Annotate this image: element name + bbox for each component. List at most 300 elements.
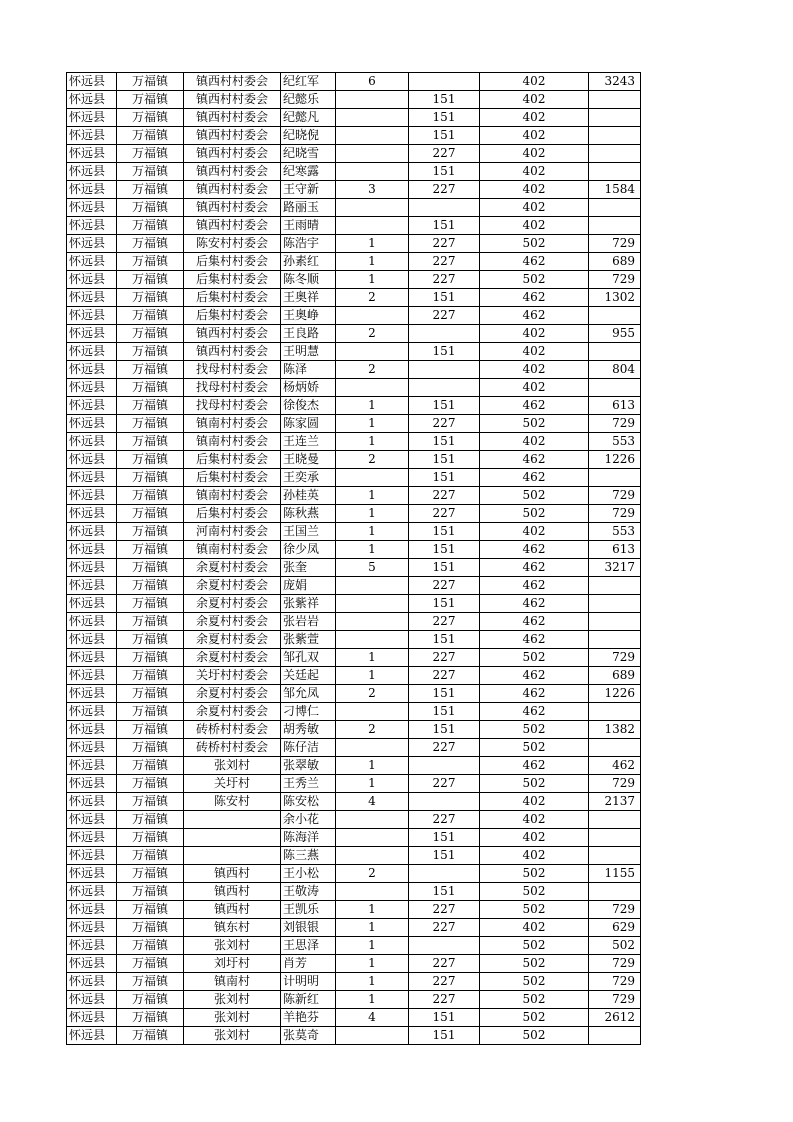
name-cell: 关廷起 bbox=[281, 667, 336, 685]
total-cell bbox=[589, 163, 641, 181]
count-cell bbox=[336, 109, 409, 127]
amount-a-cell: 151 bbox=[409, 469, 480, 487]
county-cell: 怀远县 bbox=[67, 433, 117, 451]
amount-a-cell bbox=[409, 937, 480, 955]
amount-b-cell: 402 bbox=[480, 343, 589, 361]
village-cell: 找母村村委会 bbox=[184, 361, 281, 379]
table-row bbox=[67, 649, 641, 667]
count-cell bbox=[336, 829, 409, 847]
town-cell: 万福镇 bbox=[117, 451, 184, 469]
name-cell: 王雨晴 bbox=[281, 217, 336, 235]
county-cell: 怀远县 bbox=[67, 685, 117, 703]
amount-a-cell: 151 bbox=[409, 397, 480, 415]
amount-b-cell: 402 bbox=[480, 919, 589, 937]
count-cell: 1 bbox=[336, 433, 409, 451]
count-cell: 1 bbox=[336, 991, 409, 1009]
name-cell: 陈三燕 bbox=[281, 847, 336, 865]
amount-a-cell: 151 bbox=[409, 127, 480, 145]
amount-b-cell: 402 bbox=[480, 109, 589, 127]
village-cell bbox=[184, 811, 281, 829]
amount-b-cell: 462 bbox=[480, 595, 589, 613]
town-cell: 万福镇 bbox=[117, 253, 184, 271]
total-cell: 629 bbox=[589, 919, 641, 937]
count-cell: 2 bbox=[336, 361, 409, 379]
count-cell: 2 bbox=[336, 721, 409, 739]
amount-b-cell: 502 bbox=[480, 739, 589, 757]
name-cell: 王秀兰 bbox=[281, 775, 336, 793]
town-cell: 万福镇 bbox=[117, 91, 184, 109]
total-cell bbox=[589, 343, 641, 361]
total-cell bbox=[589, 883, 641, 901]
name-cell: 纪晓雪 bbox=[281, 145, 336, 163]
town-cell: 万福镇 bbox=[117, 991, 184, 1009]
amount-b-cell: 462 bbox=[480, 469, 589, 487]
town-cell: 万福镇 bbox=[117, 811, 184, 829]
amount-a-cell: 151 bbox=[409, 595, 480, 613]
town-cell: 万福镇 bbox=[117, 415, 184, 433]
amount-a-cell: 151 bbox=[409, 433, 480, 451]
village-cell: 镇西村村委会 bbox=[184, 217, 281, 235]
amount-b-cell: 502 bbox=[480, 883, 589, 901]
county-cell: 怀远县 bbox=[67, 343, 117, 361]
town-cell: 万福镇 bbox=[117, 613, 184, 631]
total-cell: 553 bbox=[589, 433, 641, 451]
table-row bbox=[67, 955, 641, 973]
amount-a-cell bbox=[409, 73, 480, 91]
amount-b-cell: 502 bbox=[480, 901, 589, 919]
total-cell: 729 bbox=[589, 649, 641, 667]
town-cell: 万福镇 bbox=[117, 973, 184, 991]
total-cell bbox=[589, 577, 641, 595]
county-cell: 怀远县 bbox=[67, 901, 117, 919]
town-cell: 万福镇 bbox=[117, 307, 184, 325]
village-cell: 镇西村 bbox=[184, 883, 281, 901]
count-cell bbox=[336, 847, 409, 865]
county-cell: 怀远县 bbox=[67, 631, 117, 649]
table-row bbox=[67, 433, 641, 451]
village-cell: 余夏村村委会 bbox=[184, 577, 281, 595]
name-cell: 路丽玉 bbox=[281, 199, 336, 217]
table-row bbox=[67, 487, 641, 505]
amount-b-cell: 502 bbox=[480, 1027, 589, 1045]
amount-b-cell: 502 bbox=[480, 649, 589, 667]
county-cell: 怀远县 bbox=[67, 181, 117, 199]
total-cell bbox=[589, 829, 641, 847]
county-cell: 怀远县 bbox=[67, 541, 117, 559]
total-cell bbox=[589, 217, 641, 235]
name-cell: 王奥峥 bbox=[281, 307, 336, 325]
town-cell: 万福镇 bbox=[117, 1027, 184, 1045]
county-cell: 怀远县 bbox=[67, 649, 117, 667]
name-cell: 陈新红 bbox=[281, 991, 336, 1009]
name-cell: 张奎 bbox=[281, 559, 336, 577]
town-cell: 万福镇 bbox=[117, 325, 184, 343]
count-cell bbox=[336, 307, 409, 325]
table-row bbox=[67, 181, 641, 199]
amount-b-cell: 402 bbox=[480, 829, 589, 847]
town-cell: 万福镇 bbox=[117, 379, 184, 397]
table-row bbox=[67, 415, 641, 433]
amount-a-cell: 151 bbox=[409, 703, 480, 721]
total-cell: 804 bbox=[589, 361, 641, 379]
amount-a-cell: 151 bbox=[409, 559, 480, 577]
amount-b-cell: 402 bbox=[480, 811, 589, 829]
amount-b-cell: 502 bbox=[480, 487, 589, 505]
village-cell: 张刘村 bbox=[184, 937, 281, 955]
name-cell: 张莫奇 bbox=[281, 1027, 336, 1045]
town-cell: 万福镇 bbox=[117, 631, 184, 649]
table-row bbox=[67, 919, 641, 937]
count-cell: 1 bbox=[336, 973, 409, 991]
village-cell: 镇西村村委会 bbox=[184, 199, 281, 217]
town-cell: 万福镇 bbox=[117, 721, 184, 739]
village-cell: 张刘村 bbox=[184, 1027, 281, 1045]
count-cell: 1 bbox=[336, 415, 409, 433]
town-cell: 万福镇 bbox=[117, 865, 184, 883]
table-row bbox=[67, 343, 641, 361]
county-cell: 怀远县 bbox=[67, 991, 117, 1009]
amount-b-cell: 402 bbox=[480, 73, 589, 91]
amount-a-cell bbox=[409, 199, 480, 217]
village-cell: 镇西村村委会 bbox=[184, 145, 281, 163]
total-cell: 1155 bbox=[589, 865, 641, 883]
name-cell: 张紫萱 bbox=[281, 631, 336, 649]
county-cell: 怀远县 bbox=[67, 1027, 117, 1045]
town-cell: 万福镇 bbox=[117, 217, 184, 235]
table-row bbox=[67, 1009, 641, 1027]
table-row bbox=[67, 469, 641, 487]
village-cell: 余夏村村委会 bbox=[184, 649, 281, 667]
total-cell: 553 bbox=[589, 523, 641, 541]
table-row bbox=[67, 991, 641, 1009]
amount-a-cell: 151 bbox=[409, 217, 480, 235]
town-cell: 万福镇 bbox=[117, 145, 184, 163]
count-cell bbox=[336, 91, 409, 109]
county-cell: 怀远县 bbox=[67, 721, 117, 739]
amount-b-cell: 402 bbox=[480, 145, 589, 163]
town-cell: 万福镇 bbox=[117, 937, 184, 955]
table-row bbox=[67, 91, 641, 109]
count-cell bbox=[336, 163, 409, 181]
count-cell: 2 bbox=[336, 289, 409, 307]
village-cell: 张刘村 bbox=[184, 1009, 281, 1027]
amount-a-cell: 151 bbox=[409, 847, 480, 865]
village-cell: 砖桥村村委会 bbox=[184, 721, 281, 739]
amount-b-cell: 462 bbox=[480, 703, 589, 721]
table-row bbox=[67, 937, 641, 955]
town-cell: 万福镇 bbox=[117, 955, 184, 973]
village-cell: 镇西村村委会 bbox=[184, 91, 281, 109]
county-cell: 怀远县 bbox=[67, 613, 117, 631]
town-cell: 万福镇 bbox=[117, 649, 184, 667]
amount-a-cell: 227 bbox=[409, 487, 480, 505]
county-cell: 怀远县 bbox=[67, 127, 117, 145]
name-cell: 王守新 bbox=[281, 181, 336, 199]
village-cell: 余夏村村委会 bbox=[184, 703, 281, 721]
total-cell bbox=[589, 109, 641, 127]
total-cell: 729 bbox=[589, 991, 641, 1009]
amount-a-cell: 227 bbox=[409, 577, 480, 595]
county-cell: 怀远县 bbox=[67, 253, 117, 271]
total-cell bbox=[589, 379, 641, 397]
amount-a-cell: 227 bbox=[409, 811, 480, 829]
village-cell: 后集村村委会 bbox=[184, 307, 281, 325]
name-cell: 纪寒露 bbox=[281, 163, 336, 181]
town-cell: 万福镇 bbox=[117, 559, 184, 577]
total-cell bbox=[589, 847, 641, 865]
name-cell: 陈泽 bbox=[281, 361, 336, 379]
county-cell: 怀远县 bbox=[67, 847, 117, 865]
table-row bbox=[67, 829, 641, 847]
town-cell: 万福镇 bbox=[117, 523, 184, 541]
total-cell: 729 bbox=[589, 973, 641, 991]
county-cell: 怀远县 bbox=[67, 415, 117, 433]
table-row bbox=[67, 739, 641, 757]
name-cell: 徐少凤 bbox=[281, 541, 336, 559]
village-cell: 镇东村 bbox=[184, 919, 281, 937]
town-cell: 万福镇 bbox=[117, 343, 184, 361]
amount-b-cell: 502 bbox=[480, 937, 589, 955]
village-cell: 镇西村村委会 bbox=[184, 343, 281, 361]
county-cell: 怀远县 bbox=[67, 919, 117, 937]
name-cell: 王连兰 bbox=[281, 433, 336, 451]
count-cell: 1 bbox=[336, 667, 409, 685]
count-cell bbox=[336, 217, 409, 235]
total-cell: 3217 bbox=[589, 559, 641, 577]
village-cell: 镇南村村委会 bbox=[184, 541, 281, 559]
county-cell: 怀远县 bbox=[67, 145, 117, 163]
amount-b-cell: 502 bbox=[480, 991, 589, 1009]
amount-a-cell: 151 bbox=[409, 523, 480, 541]
town-cell: 万福镇 bbox=[117, 181, 184, 199]
name-cell: 王良路 bbox=[281, 325, 336, 343]
amount-a-cell: 151 bbox=[409, 541, 480, 559]
count-cell bbox=[336, 631, 409, 649]
count-cell: 1 bbox=[336, 505, 409, 523]
village-cell: 张刘村 bbox=[184, 991, 281, 1009]
count-cell: 1 bbox=[336, 487, 409, 505]
village-cell: 镇南村村委会 bbox=[184, 415, 281, 433]
name-cell: 王国兰 bbox=[281, 523, 336, 541]
table-row bbox=[67, 145, 641, 163]
amount-a-cell bbox=[409, 361, 480, 379]
amount-a-cell: 227 bbox=[409, 955, 480, 973]
county-cell: 怀远县 bbox=[67, 307, 117, 325]
count-cell bbox=[336, 811, 409, 829]
county-cell: 怀远县 bbox=[67, 505, 117, 523]
name-cell: 王凯乐 bbox=[281, 901, 336, 919]
total-cell: 689 bbox=[589, 253, 641, 271]
village-cell: 镇西村村委会 bbox=[184, 127, 281, 145]
county-cell: 怀远县 bbox=[67, 811, 117, 829]
amount-b-cell: 402 bbox=[480, 847, 589, 865]
town-cell: 万福镇 bbox=[117, 883, 184, 901]
count-cell: 1 bbox=[336, 955, 409, 973]
town-cell: 万福镇 bbox=[117, 73, 184, 91]
county-cell: 怀远县 bbox=[67, 91, 117, 109]
amount-a-cell: 151 bbox=[409, 163, 480, 181]
amount-b-cell: 402 bbox=[480, 325, 589, 343]
table-row bbox=[67, 541, 641, 559]
count-cell: 6 bbox=[336, 73, 409, 91]
name-cell: 庞娟 bbox=[281, 577, 336, 595]
county-cell: 怀远县 bbox=[67, 469, 117, 487]
name-cell: 邹孔双 bbox=[281, 649, 336, 667]
total-cell: 613 bbox=[589, 541, 641, 559]
table-body bbox=[67, 73, 641, 1045]
amount-a-cell: 151 bbox=[409, 289, 480, 307]
table-row bbox=[67, 397, 641, 415]
count-cell bbox=[336, 595, 409, 613]
amount-b-cell: 462 bbox=[480, 541, 589, 559]
table-row bbox=[67, 361, 641, 379]
amount-a-cell: 151 bbox=[409, 1009, 480, 1027]
amount-a-cell: 227 bbox=[409, 919, 480, 937]
amount-b-cell: 502 bbox=[480, 1009, 589, 1027]
total-cell bbox=[589, 199, 641, 217]
amount-a-cell: 227 bbox=[409, 613, 480, 631]
amount-b-cell: 502 bbox=[480, 415, 589, 433]
count-cell: 2 bbox=[336, 325, 409, 343]
county-cell: 怀远县 bbox=[67, 739, 117, 757]
table-row bbox=[67, 1027, 641, 1045]
table-row bbox=[67, 685, 641, 703]
county-cell: 怀远县 bbox=[67, 109, 117, 127]
amount-b-cell: 402 bbox=[480, 199, 589, 217]
county-cell: 怀远县 bbox=[67, 973, 117, 991]
amount-a-cell: 227 bbox=[409, 253, 480, 271]
count-cell: 1 bbox=[336, 919, 409, 937]
table-row bbox=[67, 901, 641, 919]
amount-a-cell bbox=[409, 757, 480, 775]
name-cell: 张翠敏 bbox=[281, 757, 336, 775]
count-cell: 1 bbox=[336, 775, 409, 793]
count-cell bbox=[336, 1027, 409, 1045]
name-cell: 王敬涛 bbox=[281, 883, 336, 901]
village-cell: 后集村村委会 bbox=[184, 271, 281, 289]
name-cell: 王奥祥 bbox=[281, 289, 336, 307]
name-cell: 陈浩宇 bbox=[281, 235, 336, 253]
town-cell: 万福镇 bbox=[117, 469, 184, 487]
name-cell: 余小花 bbox=[281, 811, 336, 829]
name-cell: 陈秋燕 bbox=[281, 505, 336, 523]
name-cell: 刘银银 bbox=[281, 919, 336, 937]
table-row bbox=[67, 721, 641, 739]
count-cell: 1 bbox=[336, 397, 409, 415]
table-row bbox=[67, 271, 641, 289]
count-cell bbox=[336, 343, 409, 361]
count-cell bbox=[336, 469, 409, 487]
count-cell: 4 bbox=[336, 793, 409, 811]
town-cell: 万福镇 bbox=[117, 541, 184, 559]
amount-a-cell: 227 bbox=[409, 307, 480, 325]
amount-b-cell: 462 bbox=[480, 307, 589, 325]
town-cell: 万福镇 bbox=[117, 919, 184, 937]
table-row bbox=[67, 775, 641, 793]
name-cell: 孙桂英 bbox=[281, 487, 336, 505]
name-cell: 杨炳娇 bbox=[281, 379, 336, 397]
amount-b-cell: 462 bbox=[480, 667, 589, 685]
table-row bbox=[67, 595, 641, 613]
amount-a-cell: 151 bbox=[409, 1027, 480, 1045]
amount-a-cell: 227 bbox=[409, 649, 480, 667]
town-cell: 万福镇 bbox=[117, 505, 184, 523]
amount-b-cell: 402 bbox=[480, 361, 589, 379]
name-cell: 孙素红 bbox=[281, 253, 336, 271]
town-cell: 万福镇 bbox=[117, 757, 184, 775]
name-cell: 计明明 bbox=[281, 973, 336, 991]
count-cell: 1 bbox=[336, 649, 409, 667]
village-cell: 关圩村 bbox=[184, 775, 281, 793]
table-row bbox=[67, 127, 641, 145]
count-cell bbox=[336, 145, 409, 163]
count-cell bbox=[336, 127, 409, 145]
town-cell: 万福镇 bbox=[117, 577, 184, 595]
county-cell: 怀远县 bbox=[67, 577, 117, 595]
total-cell: 1302 bbox=[589, 289, 641, 307]
county-cell: 怀远县 bbox=[67, 451, 117, 469]
county-cell: 怀远县 bbox=[67, 883, 117, 901]
count-cell: 2 bbox=[336, 685, 409, 703]
table-row bbox=[67, 505, 641, 523]
town-cell: 万福镇 bbox=[117, 667, 184, 685]
amount-a-cell: 151 bbox=[409, 109, 480, 127]
amount-b-cell: 502 bbox=[480, 505, 589, 523]
village-cell: 镇西村村委会 bbox=[184, 325, 281, 343]
town-cell: 万福镇 bbox=[117, 847, 184, 865]
count-cell: 4 bbox=[336, 1009, 409, 1027]
amount-a-cell: 151 bbox=[409, 91, 480, 109]
count-cell: 2 bbox=[336, 865, 409, 883]
table-row bbox=[67, 109, 641, 127]
amount-b-cell: 402 bbox=[480, 433, 589, 451]
amount-a-cell: 227 bbox=[409, 775, 480, 793]
total-cell bbox=[589, 595, 641, 613]
total-cell: 2612 bbox=[589, 1009, 641, 1027]
town-cell: 万福镇 bbox=[117, 1009, 184, 1027]
total-cell bbox=[589, 703, 641, 721]
village-cell: 砖桥村村委会 bbox=[184, 739, 281, 757]
amount-a-cell: 227 bbox=[409, 181, 480, 199]
table-row bbox=[67, 217, 641, 235]
table-row bbox=[67, 199, 641, 217]
amount-a-cell: 227 bbox=[409, 667, 480, 685]
county-cell: 怀远县 bbox=[67, 829, 117, 847]
town-cell: 万福镇 bbox=[117, 487, 184, 505]
table-row bbox=[67, 847, 641, 865]
town-cell: 万福镇 bbox=[117, 271, 184, 289]
count-cell: 3 bbox=[336, 181, 409, 199]
village-cell: 后集村村委会 bbox=[184, 289, 281, 307]
name-cell: 张紫祥 bbox=[281, 595, 336, 613]
table-row bbox=[67, 577, 641, 595]
total-cell: 729 bbox=[589, 415, 641, 433]
village-cell: 陈安村 bbox=[184, 793, 281, 811]
amount-a-cell: 151 bbox=[409, 829, 480, 847]
county-cell: 怀远县 bbox=[67, 955, 117, 973]
amount-a-cell: 227 bbox=[409, 271, 480, 289]
total-cell: 3243 bbox=[589, 73, 641, 91]
name-cell: 陈家圆 bbox=[281, 415, 336, 433]
total-cell: 729 bbox=[589, 505, 641, 523]
count-cell bbox=[336, 577, 409, 595]
county-cell: 怀远县 bbox=[67, 793, 117, 811]
county-cell: 怀远县 bbox=[67, 199, 117, 217]
village-cell: 余夏村村委会 bbox=[184, 559, 281, 577]
count-cell: 1 bbox=[336, 523, 409, 541]
amount-a-cell bbox=[409, 793, 480, 811]
total-cell: 729 bbox=[589, 487, 641, 505]
